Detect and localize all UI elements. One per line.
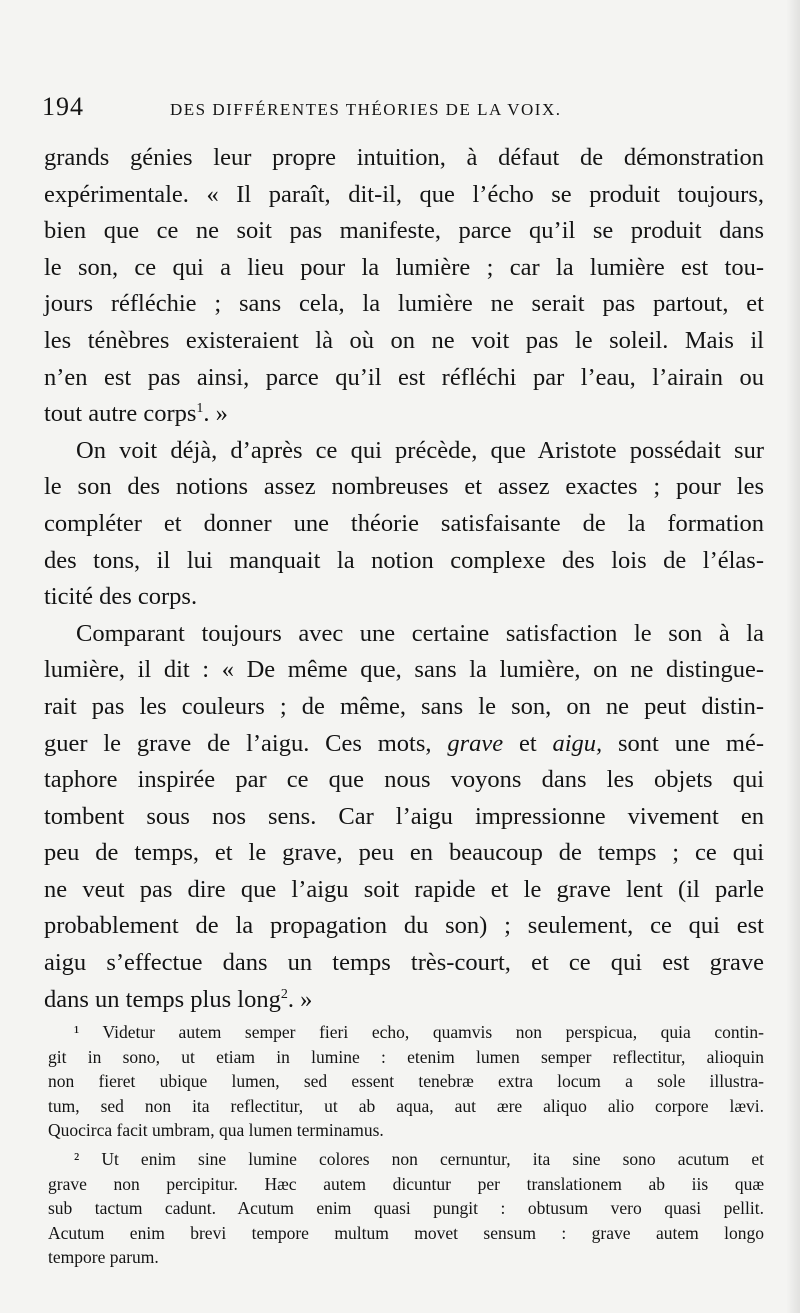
- text-line: les ténèbres existeraient là où on ne voit pas le soleil. Mais il: [44, 326, 764, 354]
- text-line: rait pas les couleurs ; de même, sans le son, on ne peut distin-: [44, 692, 764, 720]
- body-text: [44, 140, 764, 1018]
- running-title: DES DIFFÉRENTES THÉORIES DE LA VOIX.: [170, 100, 562, 119]
- text-line: peu de temps, et le grave, peu en beaucoup de temps ; ce qui: [44, 839, 764, 867]
- text-line: bien que ce ne soit pas manifeste, parce qu’il se produit dans: [44, 217, 764, 245]
- footnote-ref: 2: [280, 986, 288, 1002]
- text-line: jours réfléchie ; sans cela, la lumière ne serait pas partout, et: [44, 290, 764, 318]
- text-line: ticité des corps.: [44, 583, 198, 611]
- text-line: probablement de la propagation du son) ; seulement, ce qui est: [44, 912, 764, 940]
- page-number: 194: [42, 92, 84, 121]
- footnote-line: Acutum enim brevi tempore multum movet sensum : grave autem longo: [48, 1222, 764, 1243]
- page-header: [42, 92, 760, 122]
- text-line: On voit déjà, d’après ce qui précède, que Aristote possédait sur: [76, 436, 764, 464]
- footnote-line: ¹ Videtur autem semper fieri echo, quamvis non perspicua, quia contin-: [74, 1022, 764, 1042]
- page-edge-shadow: [786, 0, 800, 1313]
- footnote-line: sub tactum cadunt. Acutum enim quasi pungit : obtusum vero quasi pellit.: [48, 1198, 764, 1219]
- footnote-line: tum, sed non ita reflectitur, ut ab aqua, aut ære aliquo alio corpore lævi.: [48, 1095, 764, 1116]
- text-line: tombent sous nos sens. Car l’aigu impressionne vivement en: [44, 802, 764, 830]
- footnote-line: Quocirca facit umbram, qua lumen terminamus.: [48, 1120, 384, 1141]
- footnote-line: tempore parum.: [48, 1247, 159, 1268]
- text-line: dans un temps plus long$^2$. »: [44, 985, 313, 1013]
- footnote-line: grave non percipitur. Hæc autem dicuntur per translationem ab iis quæ: [48, 1173, 764, 1194]
- footnote-line: ² Ut enim sine lumine colores non cernuntur, ita sine sono acutum et: [74, 1148, 764, 1169]
- text-line: expérimentale. « Il paraît, dit-il, que l’écho se produit toujours,: [44, 180, 764, 208]
- text-line: Comparant toujours avec une certaine satisfaction le son à la: [76, 619, 764, 647]
- footnote-ref: 1: [196, 401, 204, 416]
- text-line: grands génies leur propre intuition, à défaut de démonstration: [44, 144, 764, 171]
- text-line: guer le grave de l’aigu. Ces mots, grave et aigu, sont une mé-: [44, 729, 764, 757]
- text-line: taphore inspirée par ce que nous voyons dans les objets qui: [44, 766, 764, 794]
- text-line: compléter et donner une théorie satisfaisante de la formation: [44, 509, 764, 537]
- footnote-line: git in sono, ut etiam in lumine : etenim lumen semper reflectitur, alioquin: [48, 1046, 764, 1067]
- text-line: le son des notions assez nombreuses et assez exactes ; pour les: [44, 473, 764, 501]
- text-line: le son, ce qui a lieu pour la lumière ; car la lumière est tou-: [44, 253, 764, 281]
- text-line: tout autre corps$^1$. »: [44, 400, 228, 428]
- text-line: des tons, il lui manquait la notion complexe des lois de l’élas-: [44, 546, 764, 574]
- footnotes: [48, 1020, 764, 1270]
- text-line: aigu s’effectue dans un temps très-court, et ce qui est grave: [44, 949, 764, 977]
- text-line: lumière, il dit : « De même que, sans la lumière, on ne distingue-: [44, 656, 764, 684]
- text-line: ne veut pas dire que l’aigu soit rapide et le grave lent (il parle: [44, 875, 764, 903]
- footnote-line: non fieret ubique lumen, sed essent tenebræ extra locum a sole illustra-: [48, 1071, 764, 1092]
- text-line: n’en est pas ainsi, parce qu’il est réfléchi par l’eau, l’airain ou: [44, 363, 764, 391]
